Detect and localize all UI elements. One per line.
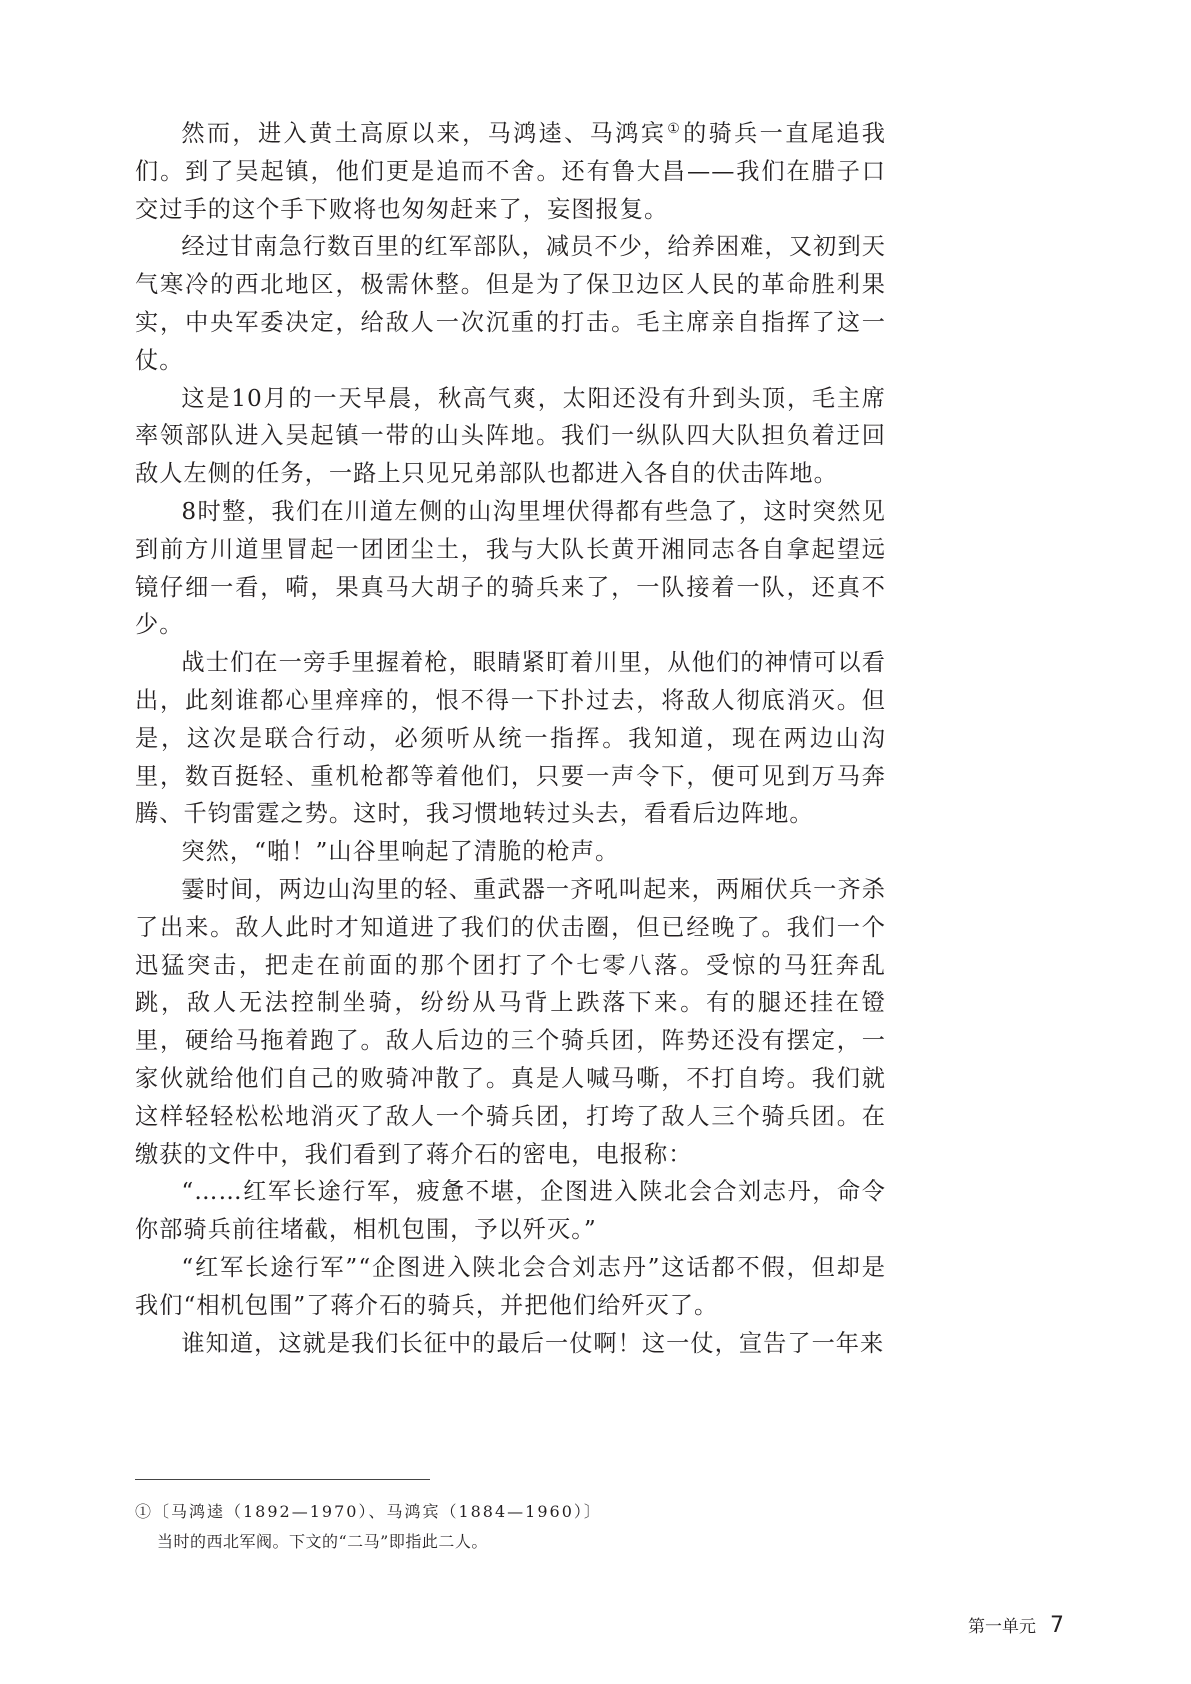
paragraph-8: “……红军长途行军，疲惫不堪，企图进入陕北会合刘志丹，命令你部骑兵前往堵截，相机包围，予以歼灭。” (135, 1178, 886, 1244)
paragraph-6: 突然，“啪！”山谷里响起了清脆的枪声。 (181, 838, 620, 866)
footnote-divider (135, 1479, 430, 1480)
paragraph-9: “红军长途行军”“企图进入陕北会合刘志丹”这话都不假，但却是我们“相机包围”了蒋介石的骑兵，并把他们给歼灭了。 (135, 1253, 886, 1319)
paragraph-1-text-a: 然而，进入黄土高原以来，马鸿逵、马鸿宾 (181, 120, 667, 147)
footnote-heading (135, 1497, 835, 1527)
paragraph-5: 战士们在一旁手里握着枪，眼睛紧盯着川里，从他们的神情可以看出，此刻谁都心里痒痒的，恨不得一下扑过去，将敌人彻底消灭。但是，这次是联合行动，必须听从统一指挥。我知道，现在两边山沟里，数百挺轻、重机枪都等着他们，只要一声令下，便可见到万马奔腾、千钧雷霆之势。这时，我习惯地转过头去，看看后边阵地。 (135, 649, 886, 828)
footnote-heading-text: ①〔马鸿逵（1892—1970）、马鸿宾（1884—1960）〕 (135, 1502, 602, 1521)
paragraph-1-text-b: 的骑兵一直尾追我们。到了吴起镇，他们更是追而不舍。还有鲁大昌——我们在腊子口交过手的这个手下败将也匆匆赶来了，妄图报复。 (135, 120, 886, 223)
paragraph-2: 经过甘南急行数百里的红军部队，减员不少，给养困难，又初到天气寒冷的西北地区，极需休整。但是为了保卫边区人民的革命胜利果实，中央军委决定，给敌人一次沉重的打击。毛主席亲自指挥了这一仗。 (135, 233, 886, 374)
page-footer (968, 1612, 1064, 1638)
footnote-marker[interactable]: ① (667, 121, 683, 137)
unit-label: 第一单元 (968, 1617, 1036, 1637)
paragraph-7: 霎时间，两边山沟里的轻、重武器一齐吼叫起来，两厢伏兵一齐杀了出来。敌人此时才知道进了我们的伏击圈，但已经晚了。我们一个迅猛突击，把走在前面的那个团打了个七零八落。受惊的马狂奔乱跳，敌人无法控制坐骑，纷纷从马背上跌落下来。有的腿还挂在镫里，硬给马拖着跑了。敌人后边的三个骑兵团，阵势还没有摆定，一家伙就给他们自己的败骑冲散了。真是人喊马嘶，不打自垮。我们就这样轻轻松松地消灭了敌人一个骑兵团，打垮了敌人三个骑兵团。在缴获的文件中，我们看到了蒋介石的密电，电报称： (135, 875, 886, 1168)
paragraph-4: 8时整，我们在川道左侧的山沟里埋伏得都有些急了，这时突然见到前方川道里冒起一团团尘土，我与大队长黄开湘同志各自拿起望远镜仔细一看，嗬，果真马大胡子的骑兵来了，一队接着一队，还真不少。 (135, 497, 886, 639)
paragraph-10: 谁知道，这就是我们长征中的最后一仗啊！这一仗，宣告了一年来 (181, 1329, 885, 1357)
page-number: 7 (1050, 1613, 1064, 1638)
footnote (135, 1497, 835, 1557)
footnote-body: 当时的西北军阀。下文的“二马”即指此二人。 (157, 1532, 488, 1551)
body-text (135, 115, 886, 1362)
paragraph-1 (135, 115, 886, 228)
paragraph-3: 这是10月的一天早晨，秋高气爽，太阳还没有升到头顶，毛主席率领部队进入吴起镇一带的山头阵地。我们一纵队四大队担负着迂回敌人左侧的任务，一路上只见兄弟部队也都进入各自的伏击阵地。 (135, 384, 886, 488)
